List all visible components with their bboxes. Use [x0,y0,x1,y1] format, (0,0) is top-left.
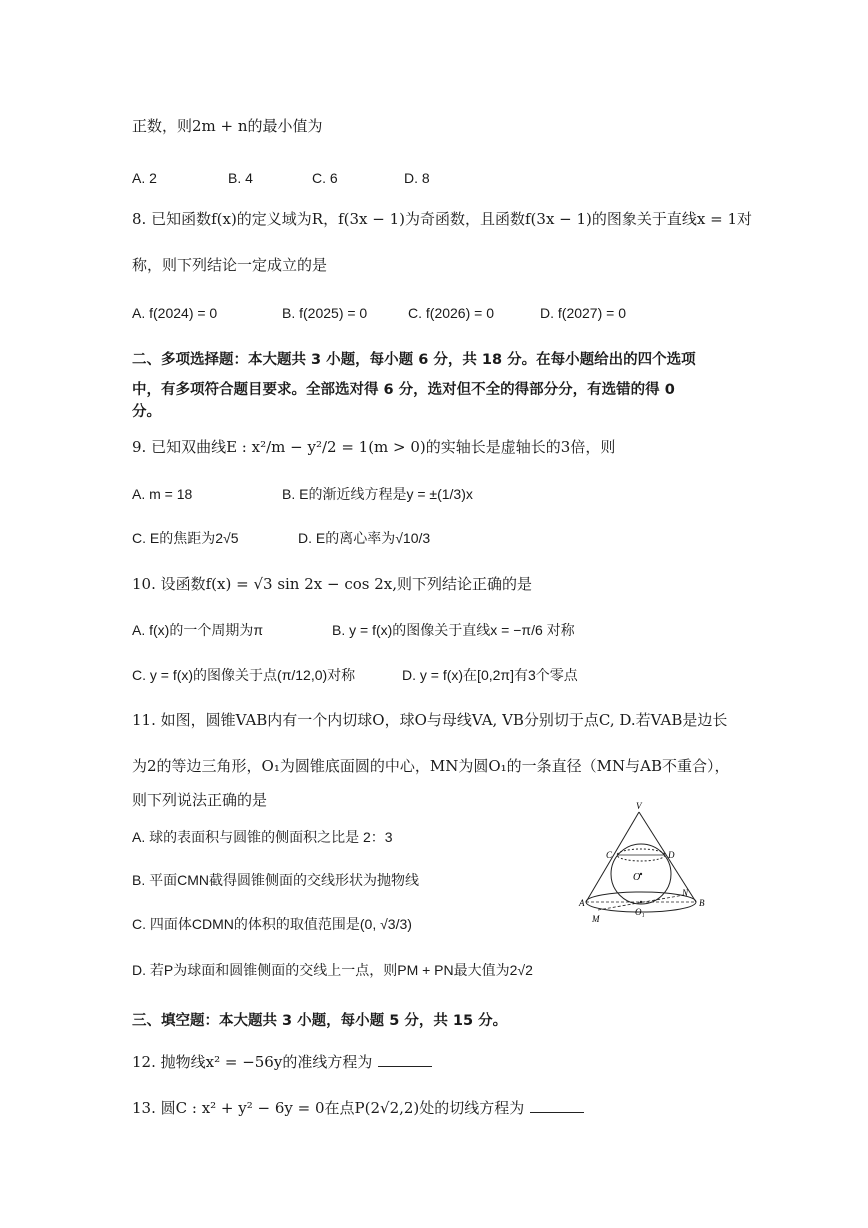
label-o1: O₁ [635,907,645,917]
q9-stem: 9. 已知双曲线E : x²/m − y²/2 = 1(m > 0)的实轴长是虚轴长的3倍，则 [132,438,616,456]
q12-line [132,1052,432,1072]
q8-option-b: B. f(2025) = 0 [282,305,368,321]
label-c: C [606,850,613,860]
q8-option-d: D. f(2027) = 0 [540,305,626,321]
q11-option-c: C. 四面体CDMN的体积的取值范围是(0, √3/3) [132,916,412,932]
q11-option-b: B. 平面CMN截得圆锥侧面的交线形状为抛物线 [132,872,419,888]
q7-option-b: B. 4 [228,170,253,186]
section2-line2: 中，有多项符合题目要求。全部选对得 6 分，选对但不全的得部分分，有选错的得 0 [132,382,675,398]
q12-stem: 12. 抛物线x² = −56y的准线方程为 [132,1053,373,1071]
q12-answer-blank[interactable] [378,1052,432,1067]
q7-stem-tail: 正数，则2m + n的最小值为 [132,117,323,135]
label-n: N [682,888,689,898]
q11-stem-line1: 11. 如图，圆锥VAB内有一个内切球O，球O与母线VA, VB分别切于点C, D.若VAB是边长 [132,711,728,729]
label-v: V [636,801,642,811]
label-m: M [592,914,600,924]
section2-line1: 二、多项选择题：本大题共 3 小题，每小题 6 分，共 18 分。在每小题给出的四个选项 [132,352,696,368]
q10-option-b: B. y = f(x)的图像关于直线x = −π/6 对称 [332,622,575,638]
label-a: A [579,898,585,908]
section3-header: 三、填空题：本大题共 3 小题，每小题 5 分，共 15 分。 [132,1013,508,1029]
section2-line3: 分。 [132,404,161,420]
label-b: B [699,898,705,908]
q9-option-b: B. E的渐近线方程是y = ±(1/3)x [282,486,473,502]
q11-option-d: D. 若P为球面和圆锥侧面的交线上一点，则PM + PN最大值为2√2 [132,962,533,978]
q10-option-a: A. f(x)的一个周期为π [132,622,263,638]
q8-stem-line2: 称，则下列结论一定成立的是 [132,256,328,274]
q10-option-d: D. y = f(x)在[0,2π]有3个零点 [402,667,578,683]
q8-option-a: A. f(2024) = 0 [132,305,218,321]
q13-answer-blank[interactable] [530,1098,584,1113]
q11-option-a: A. 球的表面积与圆锥的侧面积之比是 2：3 [132,829,393,845]
q11-stem-line3: 则下列说法正确的是 [132,791,268,809]
q11-stem-line2: 为2的等边三角形，O₁为圆锥底面圆的中心，MN为圆O₁的一条直径（MN与AB不重合）， [132,757,730,775]
cone-sphere-figure [578,798,708,924]
q8-option-c: C. f(2026) = 0 [408,305,494,321]
q9-option-d: D. E的离心率为√10/3 [298,530,431,546]
q7-option-a: A. 2 [132,170,157,186]
q9-option-c: C. E的焦距为2√5 [132,530,239,546]
q10-stem: 10. 设函数f(x) = √3 sin 2x − cos 2x,则下列结论正确的是 [132,575,533,593]
q7-option-d: D. 8 [404,170,430,186]
q13-stem: 13. 圆C : x² + y² − 6y = 0在点P(2√2,2)处的切线方程为 [132,1099,525,1117]
label-d: D [668,850,675,860]
q10-option-c: C. y = f(x)的图像关于点(π/12,0)对称 [132,667,356,683]
q9-option-a: A. m = 18 [132,486,193,502]
label-o: O [633,872,641,883]
q13-line [132,1098,584,1118]
q8-stem-line1: 8. 已知函数f(x)的定义域为R，f(3x − 1)为奇函数，且函数f(3x − 1)的图象关于直线x = 1对 [132,210,753,228]
q7-option-c: C. 6 [312,170,338,186]
